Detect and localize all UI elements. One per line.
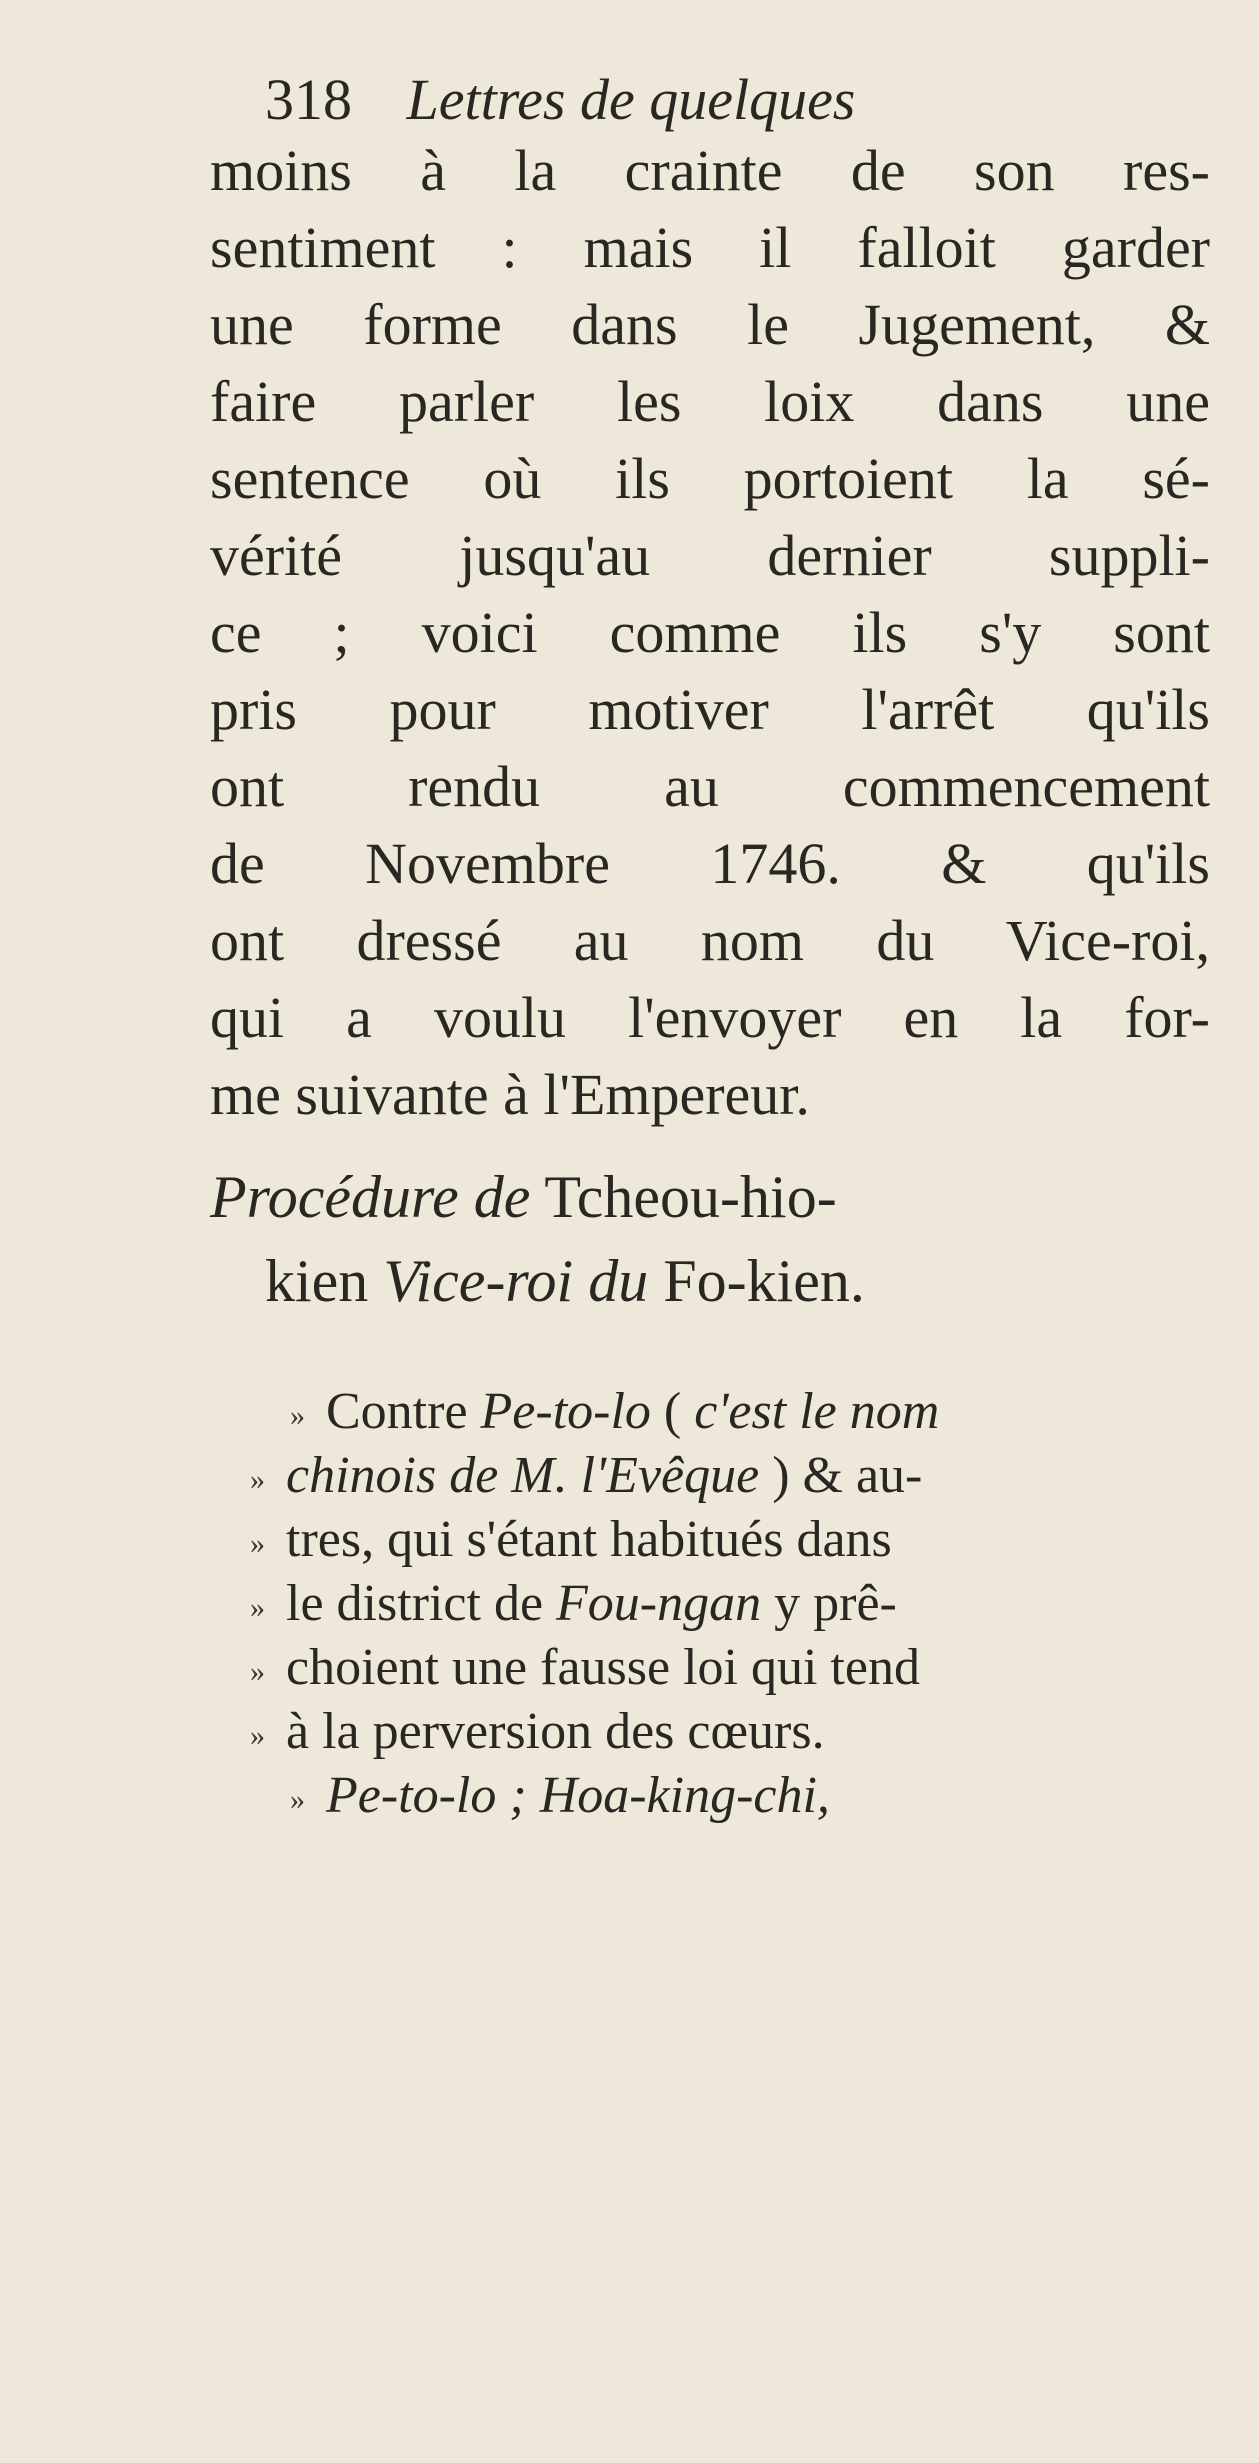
- heading-line: [210, 1239, 1210, 1323]
- quote-line: [250, 1508, 1210, 1572]
- quote-line: [250, 1380, 1210, 1444]
- quote-line: [250, 1764, 1210, 1828]
- quote-line: [250, 1700, 1210, 1764]
- quote-text: à la perversion des cœurs.: [286, 1703, 825, 1760]
- quote-italic: c'est le nom: [694, 1383, 940, 1440]
- text-line: faire parler les loix dans une: [210, 369, 1210, 434]
- quote-mark: »: [250, 1719, 265, 1753]
- quote-mark: »: [290, 1399, 305, 1433]
- quoted-procedure: [250, 1380, 1210, 1828]
- quote-text: Contre: [326, 1383, 481, 1440]
- quote-line: [250, 1572, 1210, 1636]
- text-line: sentence où ils portoient la sé-: [210, 446, 1210, 511]
- quote-text: y prê-: [761, 1575, 897, 1632]
- quote-mark: »: [290, 1783, 305, 1817]
- heading-roman: kien: [265, 1248, 384, 1314]
- heading-roman: Fo-kien.: [648, 1248, 865, 1314]
- quote-italic: Pe-to-lo: [480, 1383, 651, 1440]
- quote-text: (: [650, 1383, 695, 1440]
- text-line: pris pour motiver l'arrêt qu'ils: [210, 677, 1210, 742]
- page-number: 318: [265, 67, 352, 132]
- quote-text: choient une fausse loi qui tend: [286, 1639, 920, 1696]
- text-line: ce ; voici comme ils s'y sont: [210, 600, 1210, 665]
- text-line: ont rendu au commencement: [210, 754, 1210, 819]
- text-line: de Novembre 1746. & qu'ils: [210, 831, 1210, 896]
- text-line: ont dressé au nom du Vice-roi,: [210, 908, 1210, 973]
- text-line: vérité jusqu'au dernier suppli-: [210, 523, 1210, 588]
- quote-italic: Fou-ngan: [556, 1575, 762, 1632]
- text-line: me suivante à l'Empereur.: [210, 1062, 810, 1127]
- quote-line: [250, 1444, 1210, 1508]
- running-title: Lettres de quelques: [406, 67, 856, 132]
- quote-italic: Pe-to-lo ; Hoa-king-chi,: [326, 1767, 830, 1824]
- heading-roman: Tcheou-hio-: [530, 1164, 837, 1230]
- heading-italic: Vice-roi du: [383, 1248, 649, 1314]
- quote-line: [250, 1636, 1210, 1700]
- quote-mark: »: [250, 1655, 265, 1689]
- text-line: moins à la crainte de son res-: [210, 138, 1210, 203]
- text-line: sentiment : mais il falloit garder: [210, 215, 1210, 280]
- quote-text: tres, qui s'étant habitués dans: [286, 1511, 892, 1568]
- text-line: qui a voulu l'envoyer en la for-: [210, 985, 1210, 1050]
- quote-italic: chinois de M. l'Evêque: [286, 1447, 760, 1504]
- heading-italic: Procédure de: [210, 1164, 531, 1230]
- section-heading: [210, 1155, 1210, 1323]
- quote-mark: »: [250, 1527, 265, 1561]
- heading-line: [210, 1155, 1210, 1239]
- text-line: une forme dans le Jugement, &: [210, 292, 1210, 357]
- quote-text: le district de: [286, 1575, 557, 1632]
- page-header: [265, 68, 855, 132]
- quote-text: ) & au-: [759, 1447, 923, 1504]
- quote-mark: »: [250, 1463, 265, 1497]
- quote-mark: »: [250, 1591, 265, 1625]
- body-paragraph: [210, 132, 1210, 1133]
